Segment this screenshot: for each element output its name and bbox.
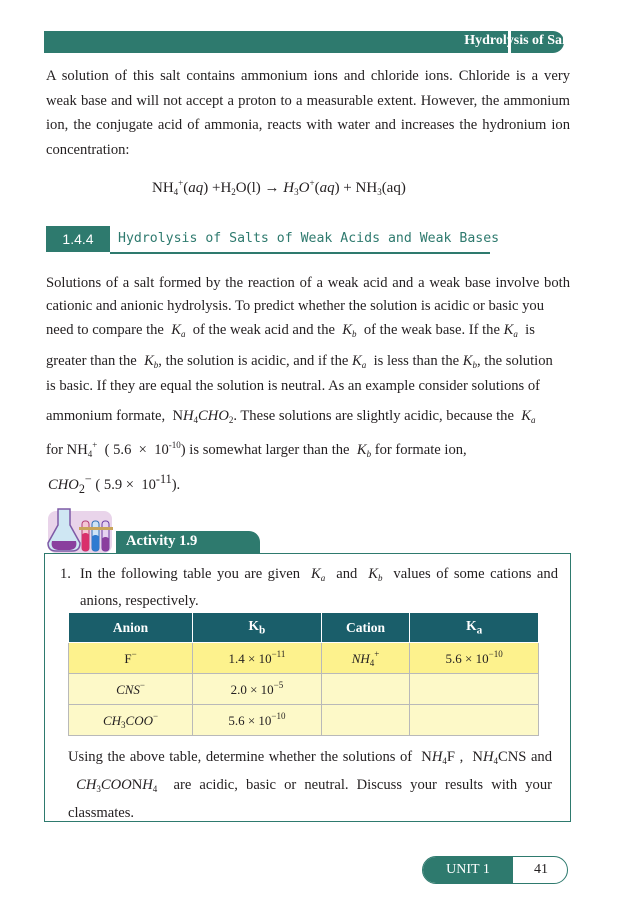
page-footer [422, 856, 568, 884]
ka-kb-table [68, 612, 539, 736]
page-header-title: Hydrolysis of Salts [464, 33, 576, 48]
section-underline [110, 252, 490, 254]
page-number: 41 [534, 862, 548, 877]
cation-cell [321, 705, 410, 736]
paragraph-2-line-3: need to compare the $K_a$ of the weak acid and the $K_b$ of the weak base. If the $K_a$ is [46, 322, 535, 339]
activity-closing-text: are acidic, basic or neutral. Discuss your results with your classmates. [68, 777, 553, 821]
paragraph-1: A solution of this salt contains ammonium ions and chloride ions. Chloride is a very weak base and will not accept a proton to a measurable extent. However, the ammonium ion, the conjugate acid of ammonia, reacts with water and increases the hydronium ion concentration: [46, 68, 570, 158]
header-kb: $K_b$ [193, 613, 322, 643]
kb-cell: $1.4 \times 10^{-11}$ [193, 643, 322, 674]
paragraph-2-line-6: ammonium formate, $NH_4CHO_2$. These solutions are slightly acidic, because the $K_a$ [46, 408, 536, 425]
table-row [69, 705, 539, 736]
paragraph-2-line-4: greater than the $K_b$, the solution is acidic, and if the $K_a$ is less than the $K_b$, the solution [46, 353, 553, 370]
paragraph-2-line-7: for $NH_4^+$ ( $5.6 \times 10^{-10}$) is somewhat larger than the $K_b$ for formate ion, [46, 440, 467, 459]
cation-cell [321, 674, 410, 705]
header-ka: $K_a$ [410, 613, 539, 643]
kb-cell: $5.6 \times 10^{-10}$ [193, 705, 322, 736]
table-row [69, 674, 539, 705]
header-cation: Cation [321, 613, 410, 643]
kb-cell: $2.0 \times 10^{-5}$ [193, 674, 322, 705]
anion-cell: $CH_3COO^-$ [69, 705, 193, 736]
ka-cell [410, 705, 539, 736]
ka-cell [410, 674, 539, 705]
table-row [69, 643, 539, 674]
paragraph-2-line-5: is basic. If they are equal the solution is neutral. As an example consider solutions of [46, 378, 541, 394]
ka-cell: $5.6 \times 10^{-10}$ [410, 643, 539, 674]
lab-flask-icon [46, 503, 116, 555]
activity-instructions: Using the above table, determine whether the solutions of $NH_4F$ , $NH_4CNS$ and $CH_3COONH_4$ are acidic, basic or neutral. Discuss your results with your classmates. [68, 749, 553, 821]
question-number: 1. [60, 566, 71, 582]
header-anion: Anion [69, 613, 193, 643]
paragraph-2: Solutions of a salt formed by the reaction of a weak acid and a weak base involve both cationic and anionic hydrolysis. To predict whether the solution is acidic or basic you [46, 275, 570, 314]
anion-cell: F− [69, 643, 193, 674]
hydrolysis-equation: $NH_4^+(aq) +H_2O(l) \to H_3O^+(aq) + NH_3(aq)$ [152, 178, 406, 197]
section-number: 1.4.4 [46, 226, 110, 252]
section-title: Hydrolysis of Salts of Weak Acids and Weak Bases [118, 231, 500, 246]
anion-cell: CNS− [69, 674, 193, 705]
question-text: and anions, respectively. [80, 566, 558, 609]
cation-cell: $NH_4^+$ [321, 643, 410, 674]
activity-title: Activity 1.9 [126, 533, 198, 549]
question-body: In the following table you are given $K_a$ and $K_b$ values of some cations and anions, respectively. [80, 566, 558, 609]
unit-label: UNIT 1 [423, 857, 513, 883]
paragraph-2-line-8: $CHO_2^-$ ( $5.9 \times 10^{-11}$). [48, 472, 181, 496]
